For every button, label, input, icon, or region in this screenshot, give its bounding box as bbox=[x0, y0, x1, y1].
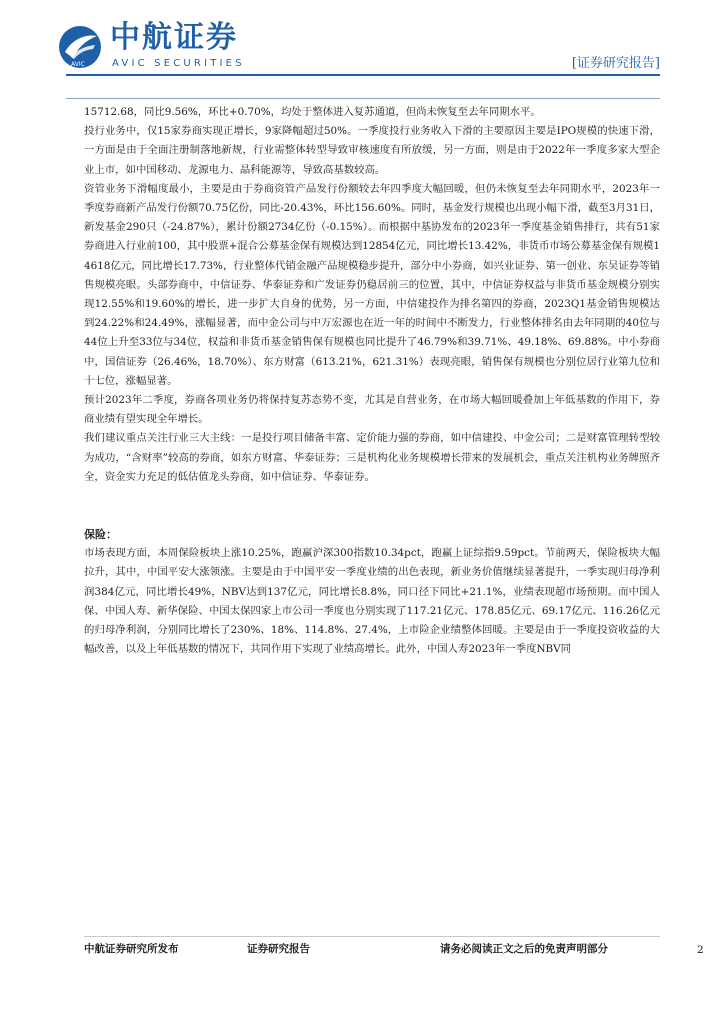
report-body bbox=[84, 103, 660, 659]
section-gap bbox=[84, 487, 660, 525]
header-divider bbox=[66, 74, 660, 76]
paragraph-recommendation: 我们建议重点关注行业三大主线：一是投行项目储备丰富、定价能力强的券商，如中信建投、中金公司；二是财富管理转型较为成功，“含财率”较高的券商，如东方财富、华泰证券；三是机构化业务规模增长带来的发展机会，重点关注机构业务牌照齐全，资金实力充足的低估值龙头券商，如中信证券、华泰证券。 bbox=[84, 432, 660, 483]
section-title-insurance: 保险： bbox=[84, 528, 117, 542]
logo-chinese-name: 中航证券 bbox=[110, 20, 238, 55]
footer-report-type: 证券研究报告 bbox=[247, 943, 310, 955]
paragraph-insurance: 市场表现方面，本周保险板块上涨10.25%，跑赢沪深300指数10.34pct，跑赢上证综指9.59pct。节前两天，保险板块大幅拉升，其中，中国平安大涨领涨。主要是由于中国平安一季度业绩的出色表现，新业务价值继续显著提升，一季实现归母净利润384亿元，同比增长49%，NBV达到137亿元，同比增长8.8%，同口径下同比+21.1%，业绩表现超市场预期。而中国人保、中国人寿、新华保险、中国太保四家上市公司一季度也分别实现了117.21亿元、178.85亿元、69.17亿元、116.26亿元的归母净利润，分别同比增长了230%、18%、114.8%、27.4%，上市险企业绩整体回暖。主要是由于一季度投资收益的大幅改善，以及上年低基数的情况下，共同作用下实现了业绩高增长。此外，中国人寿2023年一季度NBV同 bbox=[84, 547, 660, 656]
report-type-tag: [证券研究报告] bbox=[571, 56, 660, 71]
footer-disclaimer-note: 请务必阅读正文之后的免责声明部分 bbox=[440, 943, 608, 955]
paragraph-investment-banking: 投行业务中，仅15家券商实现正增长，9家降幅超过50%。一季度投行业务收入下滑的主要原因主要是IPO规模的快速下滑，一方面是由于全面注册制落地新规，行业需整体转型导致审核速度有所放缓，另一方面，则是由于2022年一季度多家大型企业上市，如中国移动、龙源电力、晶科能源等，导致高基数较高。 bbox=[84, 125, 660, 176]
paragraph-outlook: 预计2023年二季度，券商各项业务仍将保持复苏态势不变，尤其是自营业务，在市场大幅回暖叠加上年低基数的作用下，券商业绩有望实现全年增长。 bbox=[84, 394, 660, 426]
logo-english-name: AVIC SECURITIES bbox=[112, 58, 245, 69]
paragraph-brokerage-continued: 15712.68，同比9.56%，环比+0.70%，均处于整体进入复苏通道，但尚未恢复至去年同期水平。 bbox=[84, 106, 541, 118]
footer-divider bbox=[84, 936, 660, 937]
footer-publisher: 中航证券研究所发布 bbox=[84, 943, 179, 955]
page-number: 2 bbox=[697, 944, 704, 956]
header-divider-thin bbox=[66, 98, 660, 99]
svg-text:AVIC: AVIC bbox=[71, 61, 85, 68]
paragraph-asset-management: 资管业务下滑幅度最小，主要是由于券商资管产品发行份额较去年四季度大幅回暖，但仍未恢复至去年同期水平，2023年一季度券商新产品发行份额70.75亿份，同比-20.43%，环比156.60%。同时，基金发行规模也出现小幅下滑，截至3月31日，新发基金290只（-24.87%），累计份额2734亿份（-0.15%）。而根据中基协发布的2023年一季度基金销售排行，共有51家券商进入行业前100，其中股票+混合公募基金保有规模达到12854亿元，同比增长13.42%，非货币市场公募基金保有规模14618亿元，同比增长17.73%，行业整体代销金融产品规模稳步提升，部分中小券商，如兴业证券、第一创业、东吴证券等销售规模亮眼。头部券商中，中信证券、华泰证券和广发证券仍稳居前三的位置，其中，中信证券权益与非货币基金规模分别实现12.55%和19.60%的增长，进一步扩大自身的优势，另一方面，中信建投作为排名第四的券商，2023Q1基金销售规模达到24.22%和24.49%，涨幅显著，而中金公司与中万宏源也在近一年的时间中不断发力，行业整体排名由去年同期的40位与44位上升至33位与34位，权益和非货币基金销售保有规模也同比提升了46.79%和39.71%、49.18%、69.88%。中小券商中，国信证券（26.46%，18.70%）、东方财富（613.21%，621.31%）表现亮眼，销售保有规模也分别位居行业第九位和十七位，涨幅显著。 bbox=[84, 182, 660, 387]
page-header bbox=[0, 0, 724, 100]
avic-logo-icon bbox=[57, 24, 103, 70]
